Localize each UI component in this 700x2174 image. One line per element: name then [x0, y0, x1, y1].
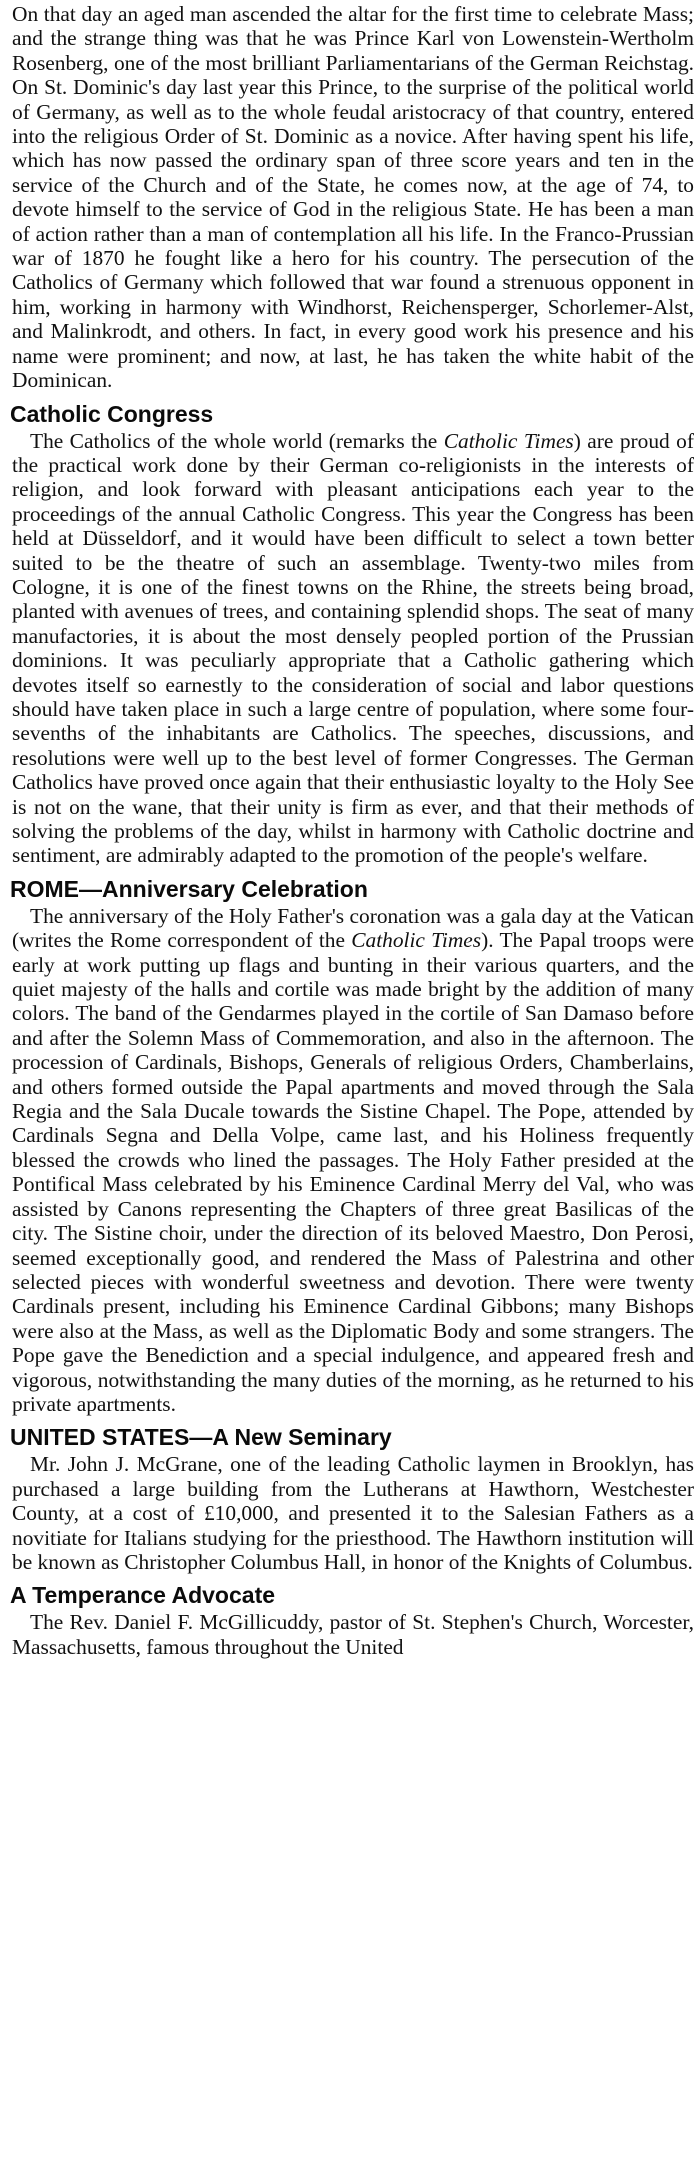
- catholic-congress-paragraph: [12, 429, 694, 868]
- temperance-paragraph: The Rev. Daniel F. McGillicuddy, pastor of St. Stephen's Church, Worcester, Massachusetts, famous throughout the United: [12, 1610, 694, 1659]
- intro-paragraph: On that day an aged man ascended the altar for the first time to celebrate Mass; and the strange thing was that he was Prince Karl von Lowenstein-Wertholm Rosenberg, one of the most brilliant Parliamentarians of the German Reichstag. On St. Dominic's day last year this Prince, to the surprise of the political world of Germany, as well as to the whole feudal aristocracy of that country, entered into the religious Order of St. Dominic as a novice. After having spent his life, which has now passed the ordinary span of three score years and ten in the service of the Church and of the State, he comes now, at the age of 74, to devote himself to the service of God in the religious State. He has been a man of action rather than a man of contemplation all his life. In the Franco-Prussian war of 1870 he fought like a hero for his country. The persecution of the Catholics of Germany which followed that war found a strenuous opponent in him, working in harmony with Windhorst, Reichensperger, Schorlemer-Alst, and Malinkrodt, and others. In fact, in every good work his presence and his name were prominent; and now, at last, he has taken the white habit of the Dominican.: [12, 2, 694, 393]
- rome-text-start: The anniversary of the Holy Father's coronation was a gala day at the Vatican (writes the Rome correspondent of the: [12, 903, 694, 953]
- catholic-congress-heading: Catholic Congress: [10, 400, 214, 427]
- rome-source-title: Catholic Times: [351, 928, 482, 953]
- congress-source-title: Catholic Times: [443, 428, 574, 453]
- temperance-advocate-heading: A Temperance Advocate: [10, 1582, 276, 1609]
- rome-paragraph: [12, 904, 694, 1417]
- united-states-seminary-heading: UNITED STATES—A New Seminary: [10, 1424, 392, 1451]
- congress-text-start: The Catholics of the whole world (remarks the: [30, 428, 444, 453]
- rome-heading: ROME—Anniversary Celebration: [10, 875, 368, 902]
- seminary-paragraph: Mr. John J. McGrane, one of the leading Catholic laymen in Brooklyn, has purchased a large building from the Lutherans at Hawthorn, Westchester County, at a cost of £10,000, and presented it to the Salesian Fathers as a novitiate for Italians studying for the priesthood. The Hawthorn institution will be known as Christopher Columbus Hall, in honor of the Knights of Columbus.: [12, 1452, 694, 1574]
- rome-text-end: ). The Papal troops were early at work putting up flags and bunting in their various quarters, and the quiet majesty of the halls and cortile was made bright by the addition of many colors. The band of the Gendarmes played in the cortile of San Damaso before and after the Solemn Mass of Commemoration, and also in the afternoon. The procession of Cardinals, Bishops, Generals of religious Orders, Chamberlains, and others formed outside the Papal apartments and moved through the Sala Regia and the Sala Ducale towards the Sistine Chapel. The Pope, attended by Cardinals Segna and Della Volpe, came last, and his Holiness frequently blessed the crowds who lined the passages. The Holy Father presided at the Pontifical Mass celebrated by his Eminence Cardinal Merry del Val, who was assisted by Canons representing the Chapters of three great Basilicas of the city. The Sistine choir, under the direction of its beloved Maestro, Don Perosi, seemed exceptionally good, and rendered the Mass of Palestrina and other selected pieces with wonderful sweetness and devotion. There were twenty Cardinals present, including his Eminence Cardinal Gibbons; many Bishops were also at the Mass, as well as the Diplomatic Body and some strangers. The Pope gave the Benediction and a special indulgence, and appeared fresh and vigorous, notwithstanding the many duties of the morning, as he returned to his private apartments.: [12, 928, 695, 1416]
- congress-text-end: ) are proud of the practical work done by their German co-religionists in the interests of religion, and look forward with pleasant anticipations each year to the proceedings of the annual Catholic Congress. This year the Congress has been held at Düsseldorf, and it would have been difficult to select a town better suited to be the theatre of such an assemblage. Twenty-two miles from Cologne, it is one of the finest towns on the Rhine, the streets being broad, planted with avenues of trees, and containing splendid shops. The seat of many manufactories, it is about the most densely peopled portion of the Prussian dominions. It was peculiarly appropriate that a Catholic gathering which devotes itself so earnestly to the consideration of social and labor questions should have taken place in such a large centre of population, where some four-sevenths of the inhabitants are Catholics. The speeches, discussions, and resolutions were well up to the best level of former Congresses. The German Catholics have proved once again that their enthusiastic loyalty to the Holy See is not on the wane, that their unity is firm as ever, and that their methods of solving the problems of the day, whilst in harmony with Catholic doctrine and sentiment, are admirably adapted to the promotion of the people's welfare.: [12, 428, 694, 868]
